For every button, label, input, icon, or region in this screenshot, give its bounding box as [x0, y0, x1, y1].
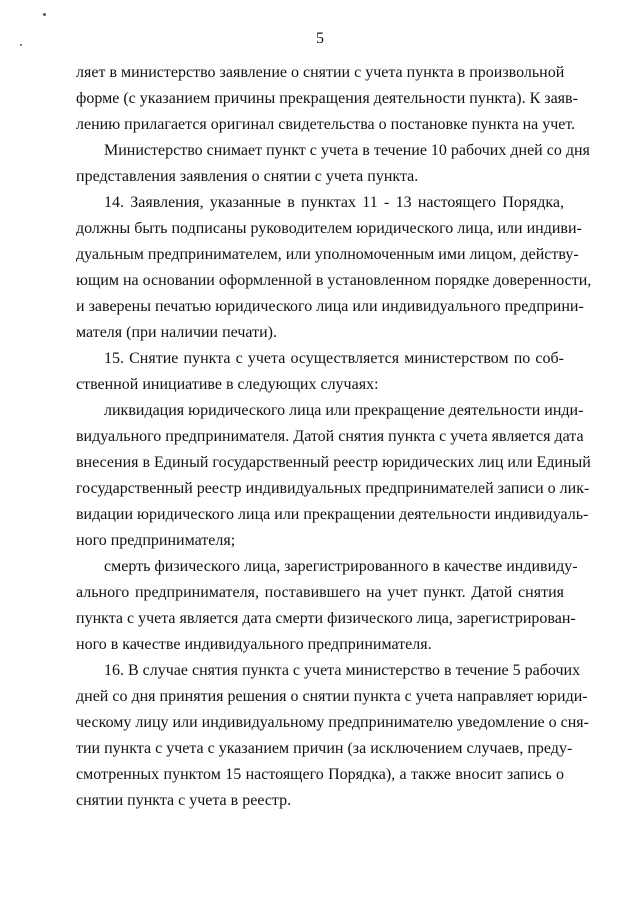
text-line: снятии пункта с учета в реестр.: [76, 792, 292, 809]
text-line: смерть физического лица, зарегистрированного в качестве индивиду-: [104, 558, 578, 575]
text-line: должны быть подписаны руководителем юридического лица, или индиви-: [76, 220, 582, 237]
text-line: лению прилагается оригинал свидетельства о постановке пункта на учет.: [76, 116, 576, 133]
text-line: Министерство снимает пункт с учета в течение 10 рабочих дней со дня: [104, 142, 590, 159]
text-line: мателя (при наличии печати).: [76, 324, 277, 341]
text-line: ляет в министерство заявление о снятии с учета пункта в произвольной: [76, 64, 565, 81]
text-line: дней со дня принятия решения о снятии пункта с учета направляет юриди-: [76, 688, 588, 705]
text-line: видуального предпринимателя. Датой снятия пункта с учета является дата: [76, 428, 584, 445]
text-line: 16. В случае снятия пункта с учета министерство в течение 5 рабочих: [104, 662, 581, 679]
page-number: 5: [316, 30, 324, 47]
text-line: форме (с указанием причины прекращения деятельности пункта). К заяв-: [76, 90, 578, 107]
text-line: ального предпринимателя, поставившего на учет пункт. Датой снятия: [76, 584, 564, 601]
text-line: 14. Заявления, указанные в пунктах 11 - 13 настоящего Порядка,: [104, 194, 564, 211]
text-line: тии пункта с учета с указанием причин (за исключением случаев, преду-: [76, 740, 573, 757]
text-line: ственной инициативе в следующих случаях:: [76, 376, 379, 393]
text-line: представления заявления о снятии с учета пункта.: [76, 168, 419, 185]
scan-speck: [43, 13, 46, 16]
text-line: ного предпринимателя;: [76, 532, 236, 549]
text-line: внесения в Единый государственный реестр юридических лиц или Единый: [76, 454, 591, 471]
text-line: ного в качестве индивидуального предпринимателя.: [76, 636, 432, 653]
text-line: государственный реестр индивидуальных предпринимателей записи о лик-: [76, 480, 590, 497]
text-line: 15. Снятие пункта с учета осуществляется министерством по соб-: [104, 350, 564, 367]
text-line: ющим на основании оформленной в установленном порядке доверенности,: [76, 272, 592, 289]
text-line: смотренных пунктом 15 настоящего Порядка), а также вносит запись о: [76, 766, 564, 783]
text-line: ческому лицу или индивидуальному предпринимателю уведомление о сня-: [76, 714, 589, 731]
text-line: и заверены печатью юридического лица или индивидуального предприни-: [76, 298, 584, 315]
text-line: дуальным предпринимателем, или уполномоченным ими лицом, действу-: [76, 246, 579, 263]
text-line: ликвидация юридического лица или прекращение деятельности инди-: [104, 402, 584, 419]
text-line: видации юридического лица или прекращении деятельности индивидуаль-: [76, 506, 589, 523]
text-line: пункта с учета является дата смерти физического лица, зарегистрирован-: [76, 610, 576, 627]
